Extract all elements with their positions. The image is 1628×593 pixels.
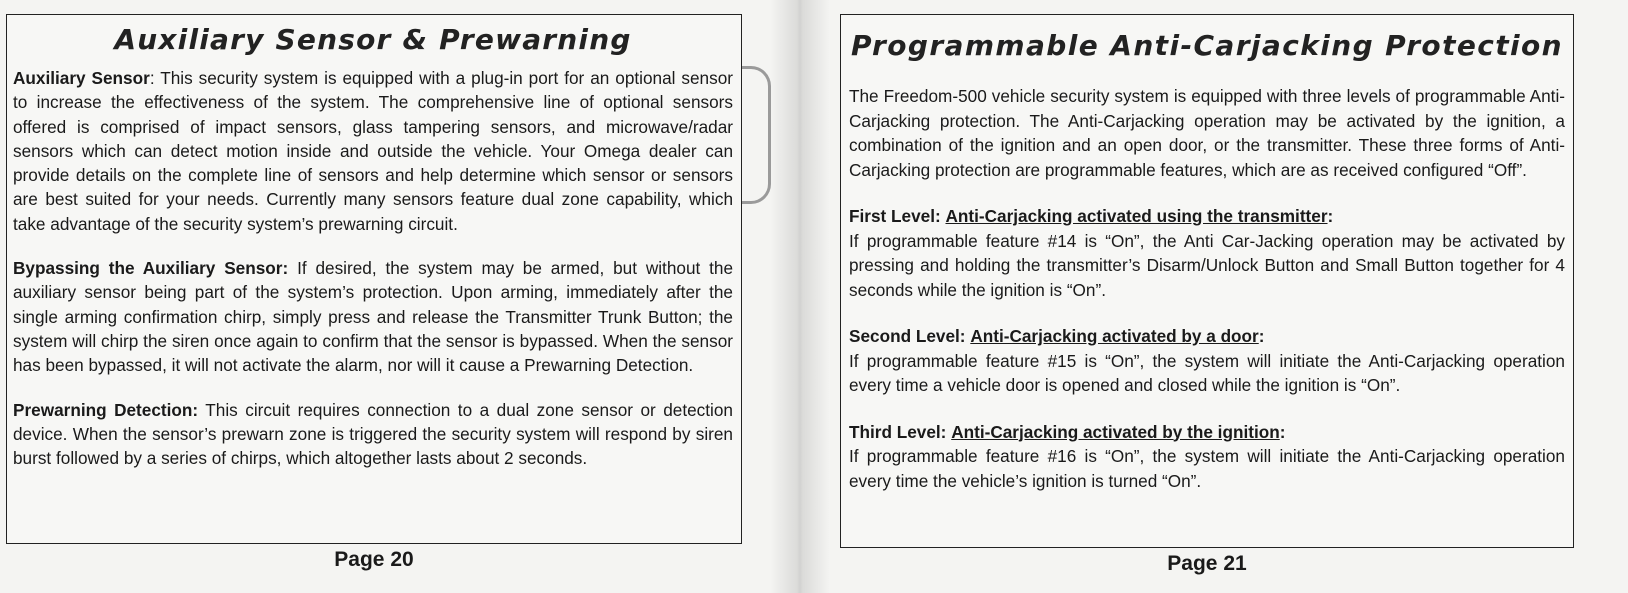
level-heading [849, 420, 1565, 445]
page-21 [840, 14, 1574, 576]
third-level-section [849, 420, 1565, 494]
page-title: Programmable Anti-Carjacking Protection [851, 29, 1563, 62]
section-heading: Auxiliary Sensor [13, 68, 150, 88]
page-title: Auxiliary Sensor & Prewarning [114, 23, 632, 56]
page-20 [6, 14, 742, 572]
section-heading: Prewarning Detection: [13, 399, 199, 420]
level-label: Second Level: [849, 326, 966, 346]
level-label: Third Level: [849, 421, 947, 442]
intro-paragraph: The Freedom-500 vehicle security system is equipped with three levels of programmable Anti-Carjacking protection. The Anti-Carjacking operation may be activated by the ignition, a combination of the ignition and an open door, or the transmitter. These three forms of Anti-Carjacking protection are programmable features, which are as received configured “Off”. [849, 86, 1565, 180]
section-body: This security system is equipped with a plug-in port for an optional sensor to increase the effectiveness of the system. The comprehensive line of optional sensors offered is comprised of impact sensors, glass tampering sensors, and microwave/radar sensors which can detect motion inside and outside the vehicle. Your Omega dealer can provide details on the complete line of sensors and help determine which sensor or sensors are best suited for your needs. Currently many sensors feature dual zone capability, which take advantage of the security system’s prewarning circuit. [13, 68, 733, 234]
page-21-frame [840, 14, 1574, 548]
heading-separator [288, 258, 297, 278]
section-body: If desired, the system may be armed, but without the auxiliary sensor being part of the system’s protection. Upon arming, immediately after the single arming confirmation chirp, simply press and release the Transmitter Trunk Button; the system will chirp the siren once again to confirm that the sensor is bypassed. When the sensor has been bypassed, it will not activate the alarm, nor will it cause a Prewarning Detection. [13, 258, 734, 376]
page-number: Page 21 [1167, 552, 1247, 575]
page-number: Page 20 [334, 548, 414, 571]
binding-gutter [770, 0, 830, 593]
heading-separator: : [149, 68, 161, 88]
level-body: If programmable feature #15 is “On”, the system will initiate the Anti-Carjacking operation every time a vehicle door is opened and closed while the ignition is “On”. [849, 350, 1565, 395]
level-subtitle: Anti-Carjacking activated by a door [970, 326, 1259, 346]
level-body: If programmable feature #16 is “On”, the system will initiate the Anti-Carjacking operation every time the vehicle’s ignition is turned “On”. [849, 446, 1565, 491]
level-label: First Level: [849, 206, 941, 226]
prewarning-detection-paragraph [13, 398, 733, 471]
level-subtitle: Anti-Carjacking activated by the ignition [951, 421, 1280, 442]
level-colon: : [1327, 206, 1334, 226]
auxiliary-sensor-paragraph [13, 66, 733, 236]
bypassing-sensor-paragraph [13, 256, 733, 377]
level-subtitle: Anti-Carjacking activated using the transmitter [945, 206, 1328, 226]
level-heading [849, 324, 1565, 349]
page-20-frame [6, 14, 742, 544]
level-colon: : [1258, 326, 1265, 346]
first-level-section [849, 204, 1565, 302]
level-body: If programmable feature #14 is “On”, the Anti Car-Jacking operation may be activated by pressing and holding the transmitter’s Disarm/Unlock Button and Small Button together for 4 seconds while the ignition is “On”. [849, 230, 1565, 300]
second-level-section [849, 324, 1565, 398]
section-body: This circuit requires connection to a dual zone sensor or detection device. When the sensor’s prewarn zone is triggered the security system will respond by siren burst followed by a series of chirps, which altogether lasts about 2 seconds. [13, 399, 733, 469]
level-heading [849, 204, 1565, 229]
level-colon: : [1279, 421, 1286, 442]
section-heading: Bypassing the Auxiliary Sensor: [13, 258, 289, 279]
